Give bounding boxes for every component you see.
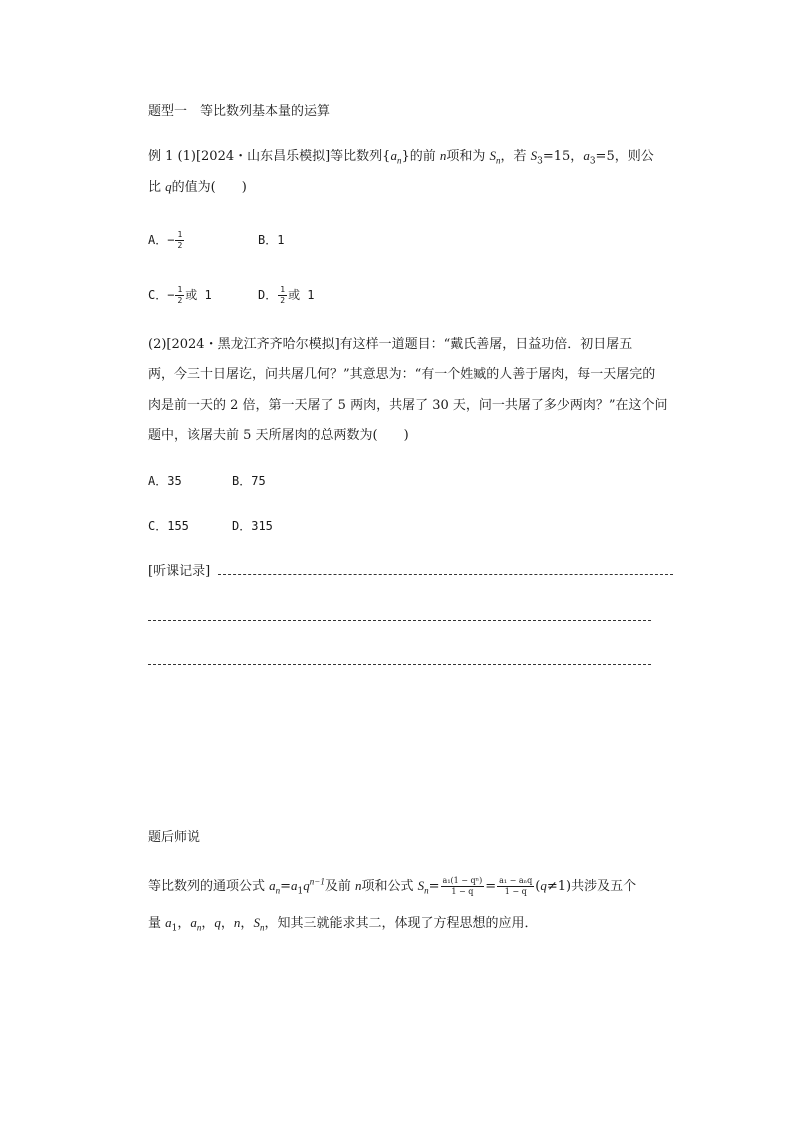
sum-formula-fraction-2: $\frac{\text{a₁ − aₙq}}{1 - q}$ bbox=[499, 876, 533, 896]
example1-line2: 比 q的值为( ) bbox=[148, 179, 247, 195]
sum-formula-fraction-1: $\frac{\text{a₁(1 − qⁿ)}}{1 - q}$ bbox=[442, 876, 483, 896]
example2-line3: 肉是前一天的 2 倍，第一天屠了 5 两肉，共屠了 30 天，问一共屠了多少两肉？”在这个问 bbox=[148, 398, 668, 413]
example1-line1: 例 1 (1)[2024・山东昌乐模拟]等比数列$\{a_n\}$的前 n项和为 $S_n$，若 $S_3=15$，$a_3=5$，则公 bbox=[148, 148, 654, 167]
notes-line-2 bbox=[148, 620, 651, 621]
fraction-half: $\frac{1}{2}$ bbox=[280, 285, 286, 305]
section2-line2: 量 $a_1$，$a_n$，q，n，$S_n$，知其三就能求其二，体现了方程思想的应用． bbox=[148, 915, 538, 934]
notes-label: [听课记录] bbox=[148, 564, 211, 579]
option-d: D． $\frac{1}{2}$ 或 1 bbox=[258, 285, 315, 305]
section2-line1: 等比数列的通项公式 $a_n=a_1q^{n-1}$及前 n项和公式 $S_n=$ $\frac{\text{a₁(1 − qⁿ)}}{1 - q}$ = $\frac{\text{a₁ − aₙq}}{1 - q}$ (q≠1)共涉及五个 bbox=[148, 876, 637, 897]
example2-option-c: C．155 bbox=[148, 519, 189, 533]
fraction-half: $\frac{1}{2}$ bbox=[177, 285, 183, 305]
fraction-half: $\frac{1}{2}$ bbox=[177, 230, 183, 250]
section2-title: 题后师说 bbox=[148, 830, 201, 845]
example2-line4: 题中，该屠夫前 5 天所屠肉的总两数为( ) bbox=[148, 428, 409, 443]
notes-line-3 bbox=[148, 664, 651, 665]
option-c: C．− $\frac{1}{2}$ 或 1 bbox=[148, 285, 212, 305]
section-title: 题型一 等比数列基本量的运算 bbox=[148, 104, 331, 119]
notes-line-1 bbox=[218, 574, 673, 575]
example2-line2: 两，今三十日屠讫，问共屠几何？”其意思为：“有一个姓臧的人善于屠肉，每一天屠完的 bbox=[148, 367, 656, 382]
example2-line1: (2)[2024・黑龙江齐齐哈尔模拟]有这样一道题目：“戴氏善屠，日益功倍．初日屠五 bbox=[148, 337, 633, 352]
example2-option-a: A．35 bbox=[148, 474, 182, 488]
example2-option-d: D．315 bbox=[232, 519, 273, 533]
option-a: A．− $\frac{1}{2}$ bbox=[148, 230, 183, 250]
example2-option-b: B．75 bbox=[232, 474, 266, 488]
option-b: B．1 bbox=[258, 233, 285, 247]
